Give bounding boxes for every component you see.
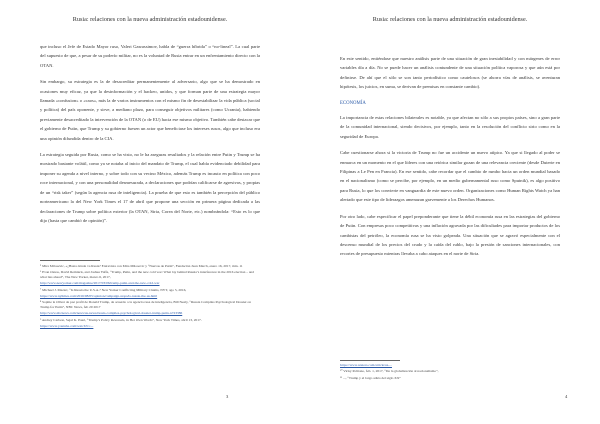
paragraph: La importancia de estas relaciones bilaterales es notable, ya que afectan no sólo a sus propios países, sino a gran parte de la comunidad internacional, siendo decisivos, por ejemplo, tanto en la resolución del conflicto sirio como en la seguridad de Europa. bbox=[340, 115, 560, 139]
footnote: ⁹ Andrey Carlson, Sejal K. Patel, “Trump’s Policy Reversals, in Her Own Words”, New York Times, abril 13, 2017. bbox=[40, 317, 202, 322]
paragraph: La estrategia seguida por Rusia, como se ha visto, no le ha aseguras resultados y la relación entre Putin y Trump se ha mostrado bastante volátil, como ya se notaba al inicio del mandato de Trump, el cual había evidenciado debilidad para imponer su agenda a nivel interno, y sobre todo con su vecino México, además Trump es incauto en política con poco roce internacional, y con una personalidad desmesurada, a declaraciones que podrían calificarse de agresivas, y propias de un “risk taker” (según la agencia rusa de inteligencia). La prueba de que esto es también la percepción del público norteamericano la del New York Times el 17 de abril que propone una sección en primera página dedicada a las declaraciones de Trump sobre política exterior (la OTAN, Siria, Corea del Norte, etc.) nombrándola: “Esto es lo que dijo (hasta que cambió de opinión)”. bbox=[40, 152, 260, 223]
footnote: ⁶ Evan Osnos, David Remnick, and Joshua Yaffa, “Trump, Putin, and the new cold war: What lay behind Russia’s interference in the 2016 election – and what lies ahead”, The New Yorker, marzo 6, 2017, bbox=[40, 270, 254, 280]
footnote: ⁵ Mira Milosevic, «¿Hasta dónde va Rusia? Entrevista con Mira Milosevic y “Nuevas de Putin”, Fundación Juan March, enero 16, 2017, min. 11 bbox=[40, 264, 243, 268]
section-title: ECONOMÍA bbox=[340, 100, 366, 106]
footnote: ¹⁰ Vicky Politano, feb. 1, 2017, “De la globalización al nacionalismo”, bbox=[340, 369, 439, 374]
page-body bbox=[40, 42, 260, 232]
footnote-link[interactable]: https://www.youtube.com/watch?v=... bbox=[40, 323, 94, 328]
running-head: Rusia: relaciones con la nueva administración estadounidense. bbox=[372, 16, 528, 23]
footnote-link[interactable]: https://www.reuters.com/article/us-... bbox=[340, 363, 392, 367]
footnote: ¹¹ ..., “Trump y el largo adiós del siglo XX” bbox=[340, 375, 401, 380]
footnote-divider bbox=[340, 360, 400, 361]
page-body bbox=[340, 54, 560, 266]
page-number: 3 bbox=[226, 394, 229, 399]
footnote-divider bbox=[40, 260, 100, 261]
footnote: ⁷ Michael J. Mazarr, “Is Russia the U.S.A.? New Yorker Conflicting Military Claims, NYT, ago 5, 2016, bbox=[40, 287, 187, 292]
footnote-link[interactable]: http://www.nbcnews.com/news/us-news/russia-compiles-psychological-dossier-trump-putin-n723386 bbox=[40, 311, 183, 316]
footnote-link[interactable]: http://www.newyorker.com/magazine/2017/03/06/trump-putin-and-the-new-cold-war bbox=[40, 281, 160, 286]
footnote: ⁸ Sophie le Oliver de paz profil de Donald Trump, de acuerdo a la agencia rusa de inteligencia, Bill Neely, “Russia Compiles Psychological Dossier on Trump for Putin”, NBC News, feb 20 2017 bbox=[40, 300, 252, 310]
paragraph: Por otro lado, cabe especificar el papel preponderante que tiene la débil economía rusa en las estrategias del gobierno de Putin. Con empresas poco competitivas y una inflación agravada por las dificultades para importar productos de los cambistas del petróleo, la economía rusa se ha visto golpeada. Una situación que se agravó especialmente con el descenso mundial de los precios del crudo y la caída del rublo, bajo la presión de sanciones internacionales, con recortes de presupuesto mientras llevaba a cabo ataques en el norte de Siria. bbox=[340, 213, 560, 257]
paragraph: En este sentido, entiéndase que nuestro análisis parte de una situación de gran inestabilidad y con márgenes de error variables día a día. No se puede hacer un análisis contundente de una situación política vaporosa y que aún está por definirse. De ahí que el sólo se son tanto periodístico como cautelosos (se ahorra vías de análisis, se aventuran hipótesis, los juicios, en suma, se derivan de premisas en constante cambio). bbox=[340, 56, 560, 90]
right-page bbox=[300, 0, 600, 424]
paragraph: que incluso el Jefe de Estado Mayor ruso, Valeri Gasrassimov, habla de “guerra híbrida” o “no-lineal”. La cual parte del supuesto de que, a pesar de su poderío militar, no es la voluntad de Rusia entrar en un enfrentamiento directo con la OTAN. bbox=[40, 44, 260, 68]
footnotes bbox=[340, 363, 560, 382]
footnotes bbox=[40, 264, 260, 330]
paragraph: Cabe cuestionarse ahora si la victoria de Trump no fue un accidente un nuevo atípico. Ya que si llegado al poder se enmarca en un momento en el que líderes con una retórica similar gozan de una relevancia creciente (desde Duterte en Filipinas a Le Pen en Francia). En ese sentido, cabe recordar que el cambio de rumbo hacia un orden mundial basado en el nacionalismo (como se percibe, por ejemplo, en un medio gubernamental ruso como Sputnik), es algo positivo para Rusia, lo que los convierte en vanguardia de este nuevo orden. Organizaciones como Human Rights Watch ya han alertado que este tipo de liderazgos amenazan gravemente a los Derechos Humanos. bbox=[340, 150, 560, 203]
paragraph: Sin embargo, su estrategia es la de desacreditar permanentemente al adversario, algo que se ha demostrado en ocasiones muy eficaz, ya que la desinformación y el hackeo, unidos, y que forman parte de una estrategia mayor llamada «confusion» o «caos», más la de varios instrumentos con el mismo fin de desestabilizar la vida pública (social y política) del país oponente, y sirve, a mediano plazo, para conseguir objetivos militares (como Ucrania), habiendo previamente desacreditado la intervención de la OTAN (o de EU) hacia ese mismo objetivo. También cabe destacar que el gobierno de Putin, que Trump y su gobierno fuesen un actor que beneficiase los intereses rusos, algo que incluso era una opinión difundida dentro de la CIA. bbox=[40, 79, 260, 141]
running-head: Rusia: relaciones con la nueva administración estadounidense. bbox=[72, 16, 228, 23]
footnote-link[interactable]: https://www.nytimes.com/2016/08/05/opinion/campaign-stops/is-russia-the-us.html bbox=[40, 293, 158, 298]
page-number: 4 bbox=[565, 394, 568, 399]
